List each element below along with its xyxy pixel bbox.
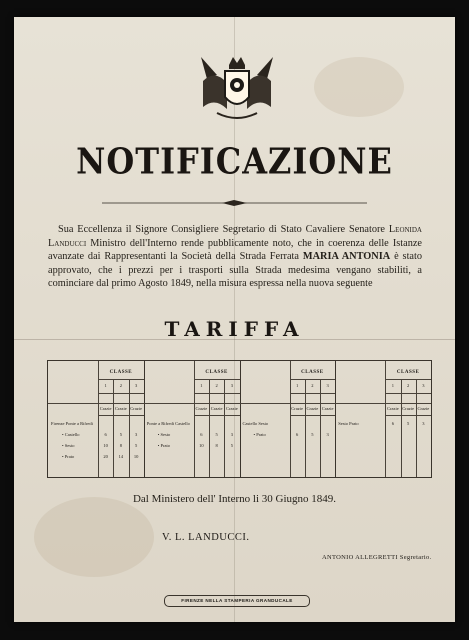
class-number: 3 — [135, 383, 138, 388]
station-label: Sesto Prato — [338, 421, 359, 426]
table-grid-line — [385, 379, 431, 380]
price-cell: 5 — [230, 443, 233, 448]
table-grid-line — [98, 393, 144, 394]
body-text-part: Ministro dell'Interno rende pubblicamente noto, che in coerenza delle Istanze avanzate dai Rappresentanti la Società della Strada Ferrata — [48, 237, 422, 263]
price-cell: 5 — [119, 432, 122, 437]
station-label: • Sesto — [62, 443, 75, 448]
price-cell: 10 — [103, 443, 108, 448]
paper-stain — [34, 497, 154, 577]
dateline: Dal Ministero dell' Interno li 30 Giugno 1849. — [132, 493, 336, 505]
printer-imprint: FIRENZE NELLA STAMPERIA GRANDUCALE — [164, 595, 310, 607]
table-grid-line — [194, 393, 240, 394]
price-cell: 14 — [118, 454, 124, 459]
royal-crest-icon — [197, 49, 277, 129]
station-label: • Prato — [253, 432, 266, 437]
station-label: Castello Sesto — [242, 421, 269, 426]
price-cell: 3 — [135, 432, 138, 437]
station-label: Firenze Ponte a Rifredi — [51, 421, 93, 426]
price-cell: 6 — [104, 432, 107, 437]
table-grid-line — [385, 393, 431, 394]
price-cell: 20 — [103, 454, 108, 459]
price-cell: 3 — [326, 432, 329, 437]
class-number: 1 — [296, 383, 299, 388]
price-cell: 6 — [391, 421, 394, 426]
class-number: 1 — [104, 383, 107, 388]
price-cell: 5 — [407, 421, 410, 426]
unit-label: Crazie — [99, 406, 112, 411]
ornamental-rule — [102, 200, 367, 206]
price-cell: 10 — [133, 454, 139, 459]
price-cell: 5 — [135, 443, 138, 448]
price-cell: 10 — [199, 443, 204, 448]
unit-label: Crazie — [210, 406, 223, 411]
unit-label: Crazie — [226, 406, 238, 411]
price-cell: 8 — [215, 443, 218, 448]
table-block-divider — [335, 361, 336, 477]
poster-sheet — [14, 17, 455, 622]
station-label: • Prato — [62, 454, 75, 459]
price-cell: 6 — [200, 432, 203, 437]
minister-name: Leonida Landucci — [48, 224, 422, 249]
class-header: CLASSE — [205, 370, 228, 375]
class-number: 3 — [230, 383, 233, 388]
price-cell: 3 — [422, 421, 425, 426]
table-grid-line — [144, 403, 240, 404]
table-grid-line — [290, 393, 336, 394]
class-number: 2 — [311, 383, 314, 388]
class-header: CLASSE — [301, 370, 324, 375]
class-number: 1 — [391, 383, 394, 388]
tariff-table — [47, 360, 432, 478]
paper-stain — [314, 57, 404, 117]
unit-label: Crazie — [321, 406, 334, 411]
station-label: • Prato — [157, 443, 170, 448]
notice-body — [48, 223, 422, 291]
price-cell: 3 — [230, 432, 233, 437]
class-number: 3 — [422, 383, 425, 388]
signature: V. L. LANDUCCI. — [162, 532, 250, 543]
table-grid-line — [240, 403, 336, 404]
railway-name: MARIA ANTONIA — [302, 251, 391, 263]
station-label: • Castello — [62, 432, 80, 437]
body-text-part: è stato approvato, che i prezzi per i trasporti sulla Strada medesima vengano stabiliti, a cominciare dal primo Agosto 1849, nella misura espressa nella nuova seguente — [48, 251, 423, 290]
body-text-part: Sua Eccellenza il Signore Consigliere Segretario di Stato Cavaliere Senatore — [58, 224, 389, 235]
table-grid-line — [290, 415, 336, 416]
table-block-divider — [240, 361, 241, 477]
table-grid-line — [98, 379, 144, 380]
table-grid-line — [335, 403, 431, 404]
unit-label: Crazie — [130, 406, 142, 411]
price-cell: 5 — [311, 432, 314, 437]
table-grid-line — [290, 379, 336, 380]
class-header: CLASSE — [109, 370, 133, 375]
unit-label: Crazie — [306, 406, 319, 411]
table-grid-line — [48, 403, 144, 404]
table-block-divider — [144, 361, 145, 477]
class-number: 2 — [407, 383, 410, 388]
price-cell: 5 — [215, 432, 218, 437]
unit-label: Crazie — [291, 406, 303, 411]
class-number: 1 — [200, 383, 203, 388]
table-grid-line — [194, 415, 240, 416]
unit-label: Crazie — [195, 406, 208, 411]
class-number: 2 — [215, 383, 218, 388]
unit-label: Crazie — [387, 406, 399, 411]
table-grid-line — [385, 415, 431, 416]
price-cell: 6 — [296, 432, 299, 437]
station-label: • Sesto — [157, 432, 171, 437]
class-header: CLASSE — [396, 370, 420, 375]
class-number: 2 — [119, 383, 122, 388]
table-grid-line — [98, 415, 144, 416]
unit-label: Crazie — [402, 406, 414, 411]
unit-label: Crazie — [115, 406, 127, 411]
station-label: Ponte a Rifredi Castello — [146, 421, 190, 426]
countersignature: ANTONIO ALLEGRETTI Segretario. — [322, 554, 432, 561]
class-number: 3 — [326, 383, 329, 388]
tariff-heading: TARIFFA — [164, 317, 305, 341]
unit-label: Crazie — [417, 406, 430, 411]
price-cell: 8 — [119, 443, 122, 448]
table-grid-line — [194, 379, 240, 380]
notice-title: NOTIFICAZIONE — [76, 139, 393, 183]
